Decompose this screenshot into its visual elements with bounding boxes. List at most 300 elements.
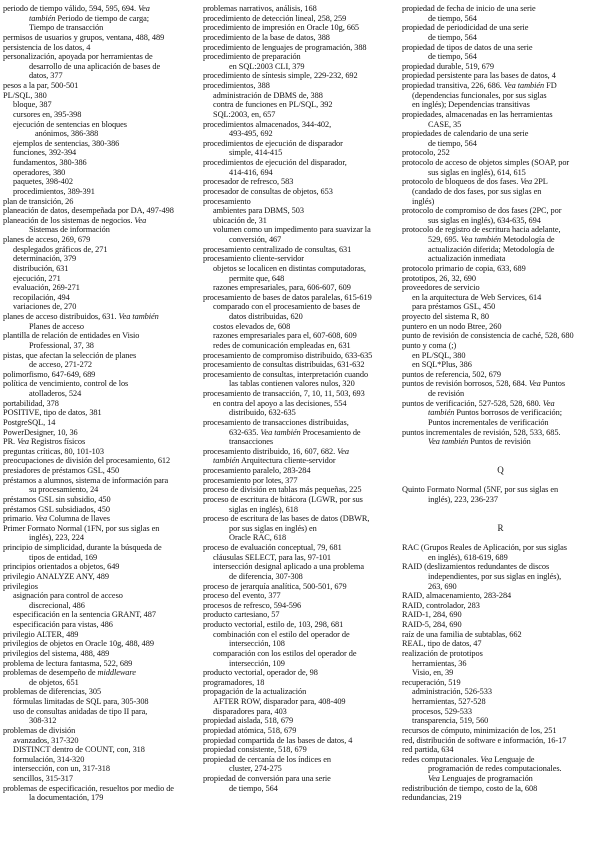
index-entry (203, 745, 400, 755)
entry-text: proceso de jerarquía analítica, 500-501, 679 (203, 581, 347, 591)
index-entry (402, 23, 599, 33)
index-entry (402, 264, 599, 274)
entry-text: distribución, 631 (13, 263, 69, 273)
index-entry (3, 341, 200, 351)
index-entry (402, 726, 599, 736)
entry-text: planeación de datos, desempeñada por DA, 497-498 (3, 206, 174, 216)
entry-text: para préstamos GSL, 450 (412, 302, 496, 312)
index-entry (203, 553, 400, 563)
index-entry (3, 331, 200, 341)
index-entry (203, 639, 400, 649)
entry-text: herramientas, 527-528 (412, 697, 486, 706)
index-entry (402, 62, 599, 72)
entry-text: la documentación, 179 (29, 793, 104, 803)
index-entry (3, 62, 200, 72)
index-entry (402, 129, 599, 139)
index-entry (203, 312, 400, 322)
index-entry (203, 216, 400, 226)
entry-text: Planes de acceso (29, 321, 84, 331)
entry-text: propiedades de calendario de una serie (402, 129, 529, 139)
entry-text: Vea (428, 774, 440, 783)
entry-text: en inglés), 618-619, 689 (428, 552, 508, 562)
entry-text: evaluación, 269-271 (13, 283, 80, 293)
entry-text: CASE, 35 (428, 119, 462, 129)
index-entry (203, 514, 400, 524)
entry-text: planes de acceso, 269, 679 (3, 235, 91, 244)
index-entry (203, 360, 400, 370)
spacer (402, 533, 599, 543)
entry-text: herramientas, 36 (412, 658, 467, 668)
index-entry (402, 716, 599, 726)
index-entry (203, 716, 400, 726)
index-entry (3, 476, 200, 486)
index-entry (203, 23, 400, 33)
entry-text: red partida, 634 (402, 745, 454, 755)
entry-text: SQL:2003, en, 657 (213, 109, 276, 119)
index-entry (3, 264, 200, 274)
entry-text: primario. (3, 514, 36, 524)
entry-text: propiedades, almacenadas en las herramientas (402, 109, 553, 119)
index-entry (402, 331, 599, 341)
index-entry (203, 764, 400, 774)
index-entry (3, 447, 200, 457)
index-entry (402, 736, 599, 746)
entry-text: persistencia de los datos, 4 (3, 42, 91, 52)
entry-text: (candado de dos fases, por sus siglas en (412, 186, 542, 196)
entry-text: su procesamiento, 24 (29, 485, 99, 495)
index-entry (203, 177, 400, 187)
entry-text: procedimientos almacenados, 344-402, (203, 119, 332, 129)
entry-text: punto de revisión de consistencia de caché, 528, 680 (402, 331, 574, 341)
entry-text: ejecución de sentencias en bloques (13, 119, 127, 129)
index-entry (203, 620, 400, 630)
index-entry (203, 389, 400, 399)
index-entry (3, 745, 200, 755)
entry-text: Puntos incrementales de verificación (428, 417, 549, 427)
see-also-ref: Vea (520, 177, 533, 187)
index-entry (203, 697, 400, 707)
index-entry (203, 187, 400, 197)
entry-text: procesamiento de consultas, interpretación cuando (203, 369, 369, 379)
index-entry (3, 293, 200, 303)
entry-text: contra de funciones en PL/SQL, 392 (213, 100, 333, 110)
index-entry (3, 235, 200, 245)
index-column-3 (402, 4, 599, 803)
index-entry (3, 389, 200, 399)
entry-text: Oracle RAC, 618 (229, 533, 287, 543)
index-entry (402, 793, 599, 803)
index-entry (3, 514, 200, 524)
entry-text: 263, 690 (428, 581, 457, 591)
entry-text: protocolo de bloqueos de dos fases. (402, 177, 521, 187)
entry-text: cláusulas SELECT, para las, 97-101 (213, 552, 331, 562)
index-entry (402, 659, 599, 669)
entry-text: sus siglas en inglés), 614, 615 (428, 167, 526, 177)
see-also-ref: Vea (35, 514, 48, 524)
entry-text: especificación en la sentencia GRANT, 487 (13, 610, 156, 620)
index-entry (3, 399, 200, 409)
entry-rest: Puntos de revisión (468, 437, 531, 447)
entry-text: propiedad atómica, 518, 679 (203, 725, 297, 735)
index-entry (3, 254, 200, 264)
entry-text: procedimiento de la base de datos, 388 (203, 32, 330, 42)
index-entry (402, 707, 599, 717)
index-entry (402, 399, 599, 409)
index-entry (3, 216, 200, 226)
index-entry (203, 254, 400, 264)
index-entry (203, 293, 400, 303)
entry-text: por sus siglas en inglés) en (229, 523, 317, 533)
entry-text: POSITIVE, tipo de datos, 381 (3, 408, 102, 418)
entry-text: anónimos, 386-388 (35, 129, 99, 139)
entry-text: propiedad de fecha de inicio de una serie (402, 4, 536, 13)
entry-text: sus siglas en inglés), 634-635, 694 (428, 215, 541, 225)
index-entry (402, 360, 599, 370)
index-entry (402, 485, 599, 495)
index-column-2 (203, 4, 400, 793)
entry-text: PostgreSQL, 14 (3, 417, 56, 427)
index-entry (203, 168, 400, 178)
index-entry (203, 245, 400, 255)
index-entry (203, 582, 400, 592)
index-entry (3, 562, 200, 572)
index-entry (203, 197, 400, 207)
entry-text: cluster, 274-275 (229, 764, 282, 774)
index-entry (203, 726, 400, 736)
entry-text: privilegios del sistema, 488, 489 (3, 648, 110, 658)
entry-text: Primer Formato Normal (1FN, por sus siglas en (3, 523, 160, 533)
entry-text: también (428, 408, 455, 418)
entry-text: programación de redes computacionales. (428, 764, 562, 774)
entry-text: privilegio ALTER, 489 (3, 629, 79, 639)
index-entry (402, 168, 599, 178)
entry-text: intersección, con un, 317-318 (13, 764, 110, 774)
index-entry (3, 187, 200, 197)
index-entry (203, 543, 400, 553)
entry-text: realización de prototipos (402, 648, 483, 658)
entry-text: puntos de verificación, 527-528, 528, 680. (402, 398, 543, 408)
index-entry (3, 283, 200, 293)
index-entry (3, 591, 200, 601)
index-entry (402, 100, 599, 110)
index-entry (203, 139, 400, 149)
entry-text: transacciones (229, 437, 274, 447)
index-entry (3, 697, 200, 707)
entry-text: ejemplos de sentencias, 380-386 (13, 138, 120, 148)
entry-text: propiedad de tipos de datos de una serie (402, 42, 533, 52)
index-entry (203, 774, 400, 784)
index-entry (3, 245, 200, 255)
index-entry (3, 784, 200, 794)
entry-rest: Metodología de (500, 235, 555, 244)
entry-text: redistribución de tiempo, costo de la, 608 (402, 783, 538, 793)
entry-text: disparadores para, 403 (213, 706, 287, 716)
index-entry (203, 572, 400, 582)
entry-text: independientes, por sus siglas en inglés), (428, 571, 562, 581)
entry-text: pistas, que afectan la selección de planes (3, 350, 137, 360)
index-entry (3, 437, 200, 447)
index-entry (203, 264, 400, 274)
index-entry (402, 601, 599, 611)
entry-text: puntos incrementales de revisión, 528, 533, 685. (402, 427, 561, 437)
index-entry (203, 533, 400, 543)
entry-text: Quinto Formato Normal (5NF, por sus siglas en (402, 485, 559, 495)
entry-text: problemas de diferencias, 305 (3, 687, 102, 697)
index-entry (203, 274, 400, 284)
entry-rest: Lenguaje de (492, 754, 535, 764)
entry-text: de acceso, 271-272 (29, 360, 92, 370)
entry-text: de revisión (428, 389, 465, 398)
entry-text: avanzados, 317-320 (13, 735, 79, 745)
index-entry (203, 341, 400, 351)
entry-text: administración, 526-533 (412, 687, 492, 697)
index-entry (203, 447, 400, 457)
entry-rest: Columna de llaves (47, 514, 110, 524)
index-entry (402, 668, 599, 678)
index-entry (402, 341, 599, 351)
index-entry (402, 245, 599, 255)
see-also-ref: Vea (337, 446, 349, 456)
index-entry (3, 620, 200, 630)
entry-text: procedimientos de ejecución de disparador (203, 138, 343, 148)
index-entry (3, 81, 200, 91)
entry-text: redes de comunicación empleadas en, 631 (213, 340, 351, 350)
entry-text: propiedad de cercanía de los índices en (203, 754, 331, 764)
entry-text: procedimiento de impresión en Oracle 10g, 665 (203, 23, 360, 33)
entry-text: conversión, 467 (229, 235, 282, 244)
entry-text: desplegados gráficos de, 271 (13, 244, 108, 254)
index-entry (3, 774, 200, 784)
index-entry (203, 110, 400, 120)
index-entry (3, 206, 200, 216)
index-entry (3, 716, 200, 726)
entry-text: privilegios de objetos en Oracle 10g, 488, 489 (3, 639, 154, 649)
index-entry (203, 524, 400, 534)
index-entry (3, 543, 200, 553)
entry-text: procesamiento centralizado de consultas, 631 (203, 244, 352, 254)
index-entry (203, 601, 400, 611)
entry-text: permite que, 648 (229, 273, 285, 283)
entry-text: problemas de división (3, 725, 76, 735)
entry-text: proveedores de servicio (402, 283, 480, 293)
entry-text: objetos se localicen en distintas computadoras, (213, 263, 366, 273)
entry-text: presiadores de préstamos GSL, 450 (3, 466, 120, 475)
entry-text: periodo de tiempo válido, 594, 595, 694. (3, 4, 139, 13)
entry-text: protocolo de registro de escritura hacia adelante, (402, 225, 561, 235)
entry-text: Tiempo de transacción (29, 23, 104, 33)
index-entry (402, 187, 599, 197)
entry-text: propiedad de periodicidad de una serie (402, 23, 529, 33)
index-entry (203, 668, 400, 678)
index-entry (402, 408, 599, 418)
see-also-ref: Vea (480, 754, 493, 764)
entry-text: procedimiento de preparación (203, 52, 301, 62)
index-entry (203, 91, 400, 101)
entry-text: recopilación, 494 (13, 292, 70, 302)
entry-text: de tiempo, 564 (428, 52, 477, 62)
index-entry (203, 322, 400, 332)
entry-text: variaciones de, 270 (13, 302, 77, 312)
entry-text: 414-416, 694 (229, 167, 273, 177)
index-entry (402, 543, 599, 553)
index-entry (402, 293, 599, 303)
entry-text: actualización inmediata (428, 254, 506, 264)
index-entry (402, 71, 599, 81)
entry-text: procesamiento de bases de datos paralelas, 615-619 (203, 292, 372, 302)
entry-text: de tiempo, 564 (428, 138, 477, 148)
entry-text: proceso de escritura de bitácora (LGWR, por sus (203, 494, 363, 504)
entry-text: paquetes, 398-402 (13, 177, 73, 187)
index-entry (203, 495, 400, 505)
index-entry (203, 562, 400, 572)
index-entry (203, 736, 400, 746)
index-entry (402, 225, 599, 235)
index-entry (402, 139, 599, 149)
index-entry (3, 793, 200, 803)
index-entry (203, 466, 400, 476)
entry-text: 632-635. (229, 427, 261, 437)
index-entry (402, 4, 599, 14)
entry-text: RAID, almacenamiento, 283-284 (402, 591, 512, 601)
see-also-ref: Vea (542, 398, 555, 408)
entry-text: portabilidad, 378 (3, 398, 59, 408)
entry-text: sencillos, 315-317 (13, 774, 73, 783)
spacer (402, 505, 599, 515)
entry-text: procesamiento cliente-servidor (203, 254, 305, 264)
entry-text: funciones, 392-394 (13, 148, 77, 158)
index-entry (3, 322, 200, 332)
index-entry (3, 764, 200, 774)
index-entry (3, 129, 200, 139)
entry-text: producto vectorial, estilo de, 103, 298, 681 (203, 620, 344, 629)
index-entry (3, 100, 200, 110)
index-entry (203, 418, 400, 428)
entry-text: protocolo de acceso de objetos simples (SOAP, por (402, 158, 570, 167)
entry-text: especificación para vistas, 486 (13, 620, 113, 629)
index-entry (3, 485, 200, 495)
entry-text: privilegios (3, 581, 38, 591)
entry-text: inglés), 223, 236-237 (428, 494, 498, 504)
index-entry (3, 533, 200, 543)
entry-text: plantilla de relación de entidades en Visio (3, 331, 140, 341)
entry-text: política de vencimiento, control de los (3, 379, 129, 389)
index-entry (3, 649, 200, 659)
index-entry (3, 736, 200, 746)
index-entry (402, 572, 599, 582)
index-entry (3, 466, 200, 476)
entry-text: en contra del apoyo a las decisiones, 554 (213, 398, 347, 408)
entry-text: RAID-1, 284, 690 (402, 610, 462, 620)
entry-text: procedimiento de detección lineal, 258, 259 (203, 13, 347, 23)
entry-text: propiedad transitiva, 226, 686. (402, 81, 504, 90)
index-entry (3, 524, 200, 534)
index-entry (3, 274, 200, 284)
index-entry (402, 322, 599, 332)
index-entry (3, 23, 200, 33)
index-entry (402, 216, 599, 226)
entry-text: inglés), 223, 224 (29, 533, 84, 543)
entry-text: propiedad persistente para las bases de datos, 4 (402, 71, 556, 81)
index-entry (402, 745, 599, 755)
index-entry (402, 235, 599, 245)
entry-text: recursos de cómputo, minimización de los, 251 (402, 725, 557, 735)
index-entry (203, 755, 400, 765)
index-entry (3, 630, 200, 640)
entry-text: preguntas críticas, 80, 101-103 (3, 446, 104, 456)
section-letter: Q (497, 466, 504, 475)
entry-text: las tablas contienen valores nulos, 320 (229, 379, 355, 389)
index-entry (402, 254, 599, 264)
entry-text: protocolo de compromiso de dos fases (2PC, por (402, 206, 562, 216)
index-entry (402, 312, 599, 322)
entry-text: asignación para control de acceso (13, 591, 123, 601)
see-also-ref: Vea (138, 4, 150, 13)
index-entry (402, 428, 599, 438)
entry-text: uso de consultas anidadas de tipo II para, (13, 706, 148, 716)
index-entry (203, 283, 400, 293)
index-entry (402, 158, 599, 168)
index-entry (402, 379, 599, 389)
index-entry (203, 120, 400, 130)
entry-text: propiedad compartida de las bases de datos, 4 (203, 735, 353, 745)
index-entry (203, 302, 400, 312)
entry-text: proceso de evaluación conceptual, 79, 681 (203, 543, 342, 552)
entry-text: simple, 414-415 (229, 148, 283, 158)
entry-text: proyecto del sistema R, 80 (402, 312, 489, 321)
entry-text: proceso de división en tablas más pequeñas, 225 (203, 485, 362, 495)
index-entry (402, 197, 599, 207)
entry-text: discrecional, 486 (29, 600, 85, 610)
index-entry (203, 610, 400, 620)
index-entry (3, 91, 200, 101)
index-entry (402, 81, 599, 91)
entry-text: intersección designal aplicado a una problema (213, 562, 364, 572)
index-entry (402, 630, 599, 640)
index-entry (402, 148, 599, 158)
entry-text: procedimientos, 388 (203, 81, 270, 90)
entry-text: ubicación de, 31 (213, 215, 267, 225)
index-entry (3, 582, 200, 592)
see-also-ref: Vea también (503, 81, 545, 90)
index-entry (3, 4, 200, 14)
entry-text: procedimiento de lenguajes de programación, 388 (203, 42, 367, 52)
index-entry (203, 14, 400, 24)
index-entry (203, 351, 400, 361)
index-entry (3, 52, 200, 62)
entry-text: plan de transición, 26 (3, 196, 74, 206)
entry-text: de tiempo, 564 (428, 13, 477, 23)
entry-text: proceso del evento, 377 (203, 591, 281, 601)
index-entry (203, 399, 400, 409)
entry-text: comparación con los estilos del operador de (213, 648, 357, 658)
entry-rest: 2PL (532, 177, 548, 187)
index-entry (402, 52, 599, 62)
entry-rest: Puntos (540, 379, 566, 389)
index-entry (3, 168, 200, 178)
see-also-ref: Vea (17, 437, 29, 447)
entry-text: Visio, en, 39 (412, 668, 454, 678)
index-entry (203, 81, 400, 91)
entry-text: Vea también (428, 437, 469, 447)
entry-text: propiedad de conversión para una serie (203, 774, 331, 783)
entry-text: administración de DBMS de, 388 (213, 90, 323, 100)
entry-text: Professional, 37, 38 (29, 340, 94, 350)
entry-text: planeación de los sistemas de negocios. (3, 215, 135, 225)
entry-text: procesamiento de transacciones distribuidas, (203, 417, 349, 427)
entry-text: también (29, 13, 56, 23)
index-entry (203, 437, 400, 447)
entry-text: de tiempo, 564 (229, 783, 278, 793)
